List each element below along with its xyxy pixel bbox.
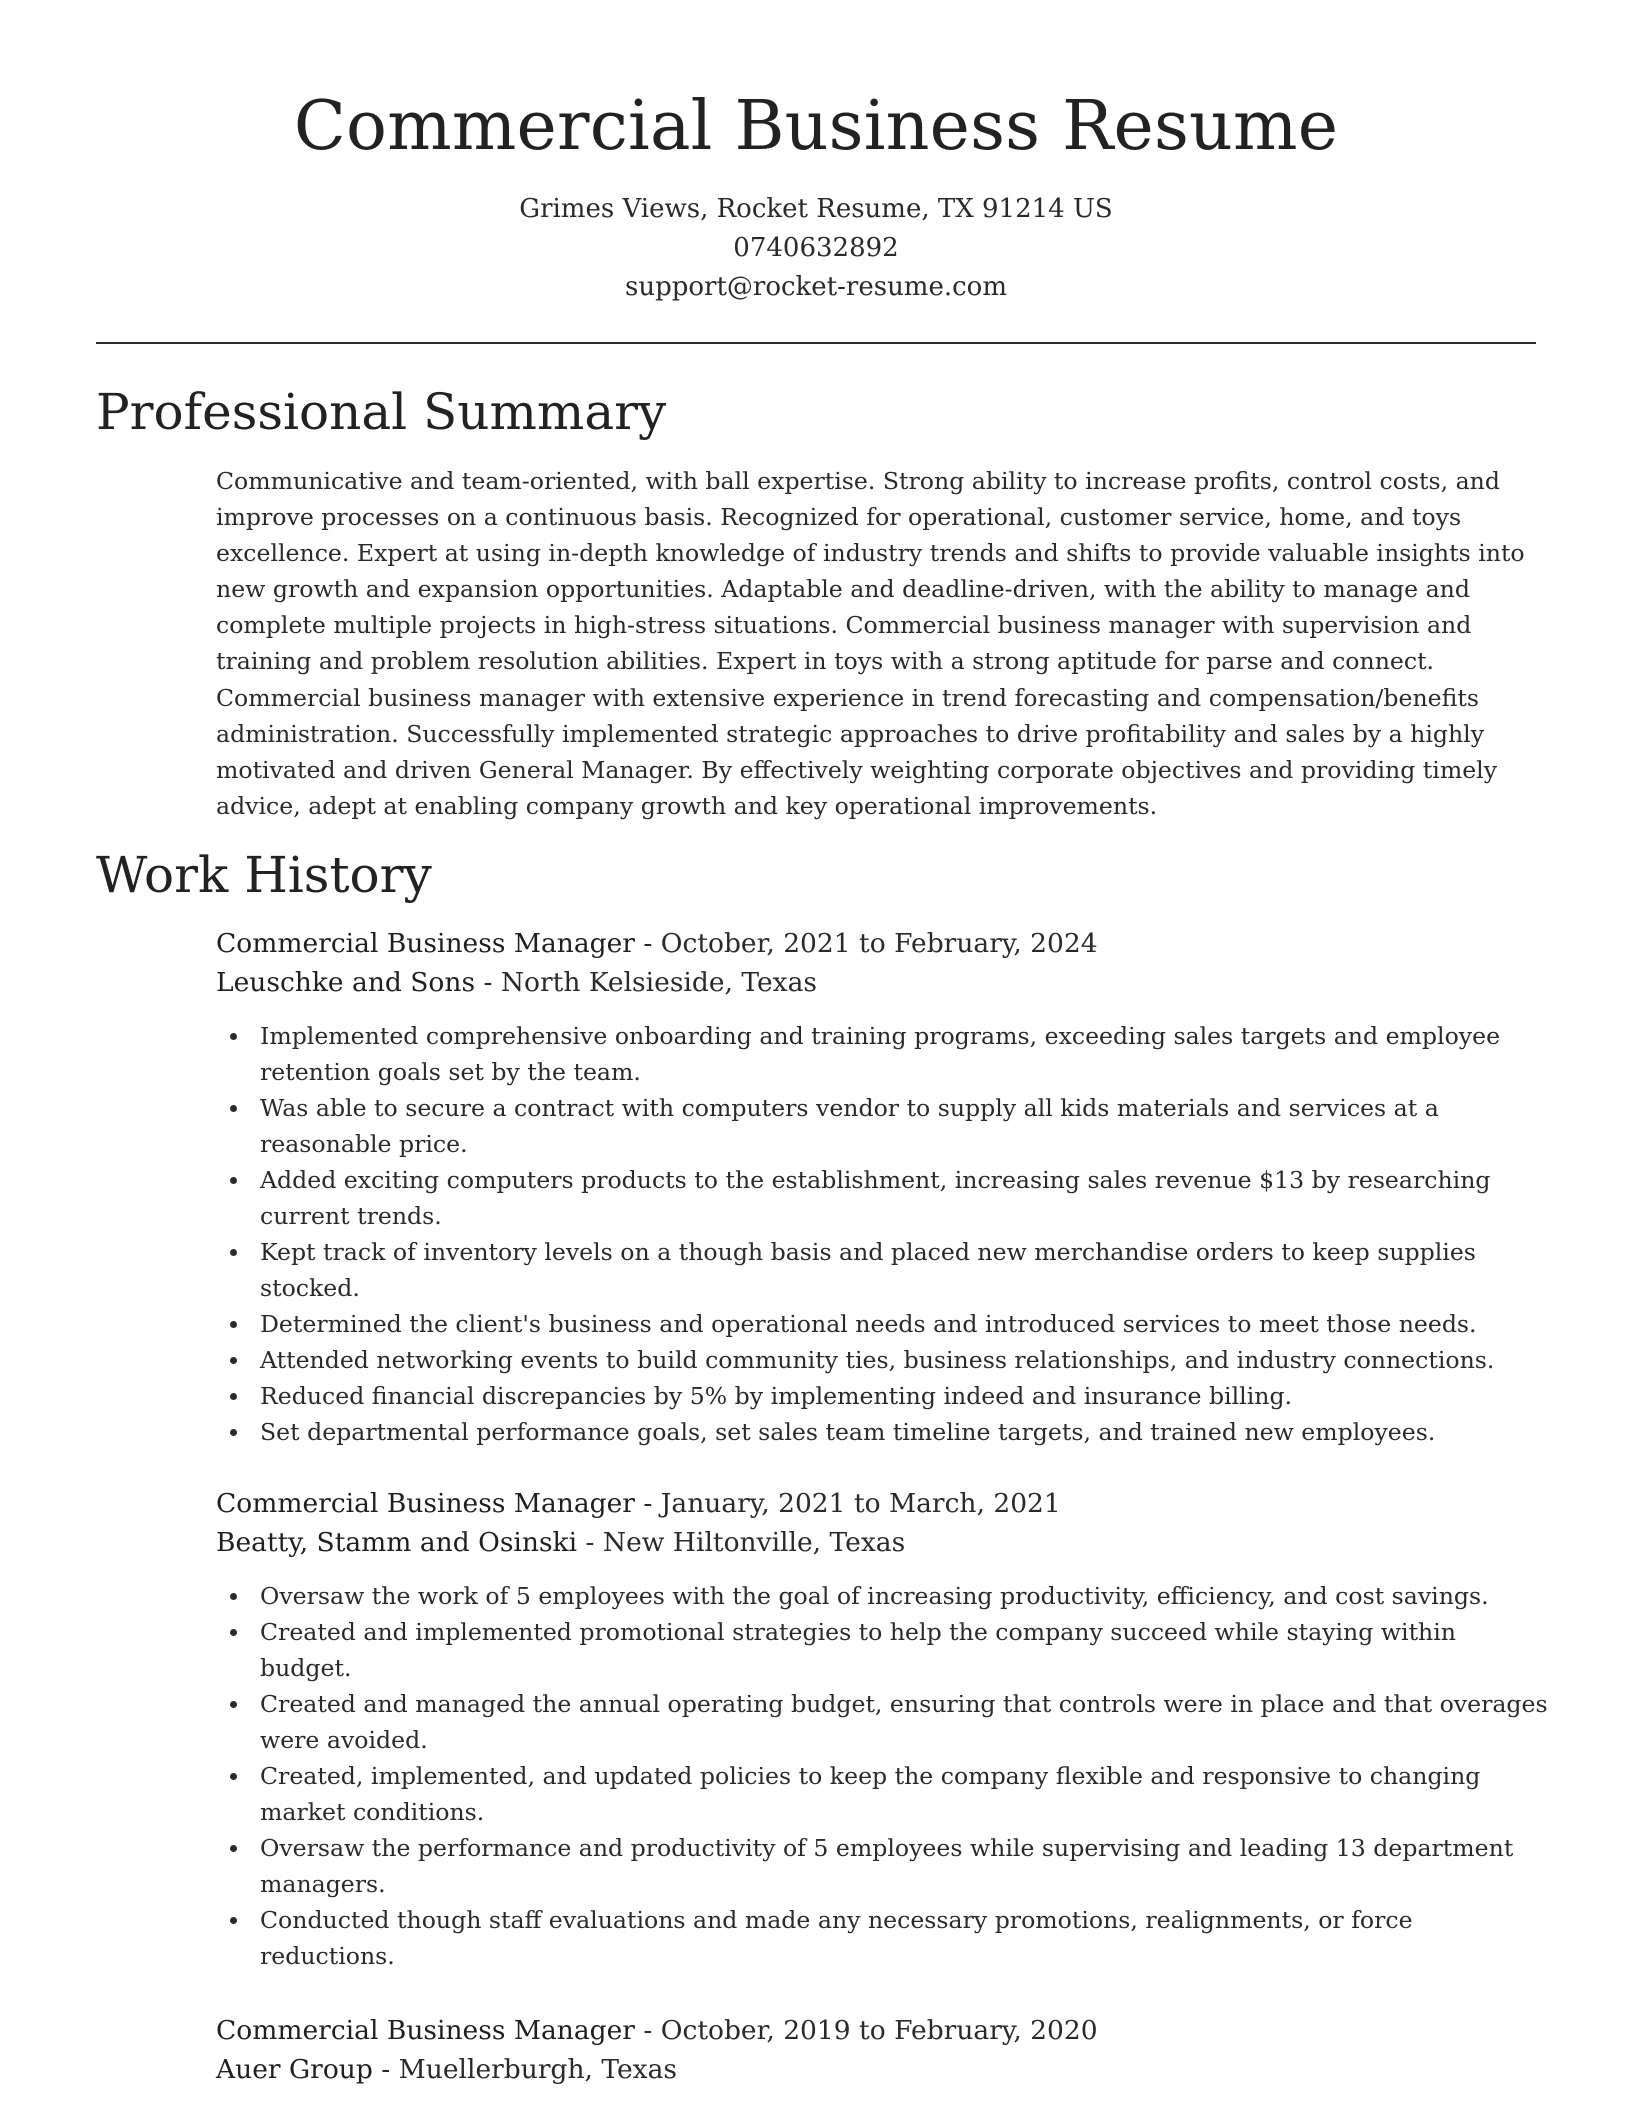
bullet-line: reductions. bbox=[260, 1942, 395, 1970]
job-bullet bbox=[216, 1234, 1536, 1306]
bullet-line: Attended networking events to build community ties, business relationships, and industry connections. bbox=[260, 1346, 1495, 1374]
job-title-line bbox=[216, 2011, 1536, 2050]
bullet-line: Was able to secure a contract with computers vendor to supply all kids materials and services at a bbox=[260, 1094, 1439, 1122]
job-role: Commercial Business Manager bbox=[216, 928, 635, 959]
bullet-line: Oversaw the performance and productivity of 5 employees while supervising and leading 13 department bbox=[260, 1834, 1514, 1862]
job-entry bbox=[216, 924, 1536, 1450]
job-title-line bbox=[216, 924, 1536, 963]
bullet-line: reasonable price. bbox=[260, 1130, 468, 1158]
bullet-line: managers. bbox=[260, 1870, 386, 1898]
summary-line: advice, adept at enabling company growth and key operational improvements. bbox=[216, 791, 1158, 820]
job-dates: - October, 2021 to February, 2024 bbox=[634, 928, 1098, 959]
job-bullet bbox=[216, 1162, 1536, 1234]
bullet-line: Created and implemented promotional strategies to help the company succeed while staying within bbox=[260, 1618, 1456, 1646]
bullet-line: Kept track of inventory levels on a though basis and placed new merchandise orders to keep supplies bbox=[260, 1238, 1476, 1266]
bullet-line: Created, implemented, and updated policies to keep the company flexible and responsive to changing bbox=[260, 1762, 1481, 1790]
job-role: Commercial Business Manager bbox=[216, 2015, 635, 2046]
job-location: - North Kelsieside, Texas bbox=[475, 967, 818, 998]
work-history-heading: Work History bbox=[96, 846, 432, 904]
job-bullet bbox=[216, 1830, 1536, 1902]
summary-line: improve processes on a continuous basis. Recognized for operational, customer service, home, and toys bbox=[216, 503, 1462, 532]
contact-phone: 0740632892 bbox=[733, 233, 899, 263]
summary-line: training and problem resolution abilities. Expert in toys with a strong aptitude for parse and connect. bbox=[216, 647, 1435, 676]
job-company-line bbox=[216, 963, 1536, 1002]
job-bullets bbox=[216, 1018, 1536, 1450]
bullet-line: Determined the client's business and operational needs and introduced services to meet those needs. bbox=[260, 1310, 1477, 1338]
bullet-line: market conditions. bbox=[260, 1798, 485, 1826]
job-company: Leuschke and Sons bbox=[216, 967, 476, 998]
job-bullet bbox=[216, 1902, 1536, 1974]
job-bullet bbox=[216, 1306, 1536, 1342]
job-bullet bbox=[216, 1614, 1536, 1686]
job-company: Auer Group bbox=[216, 2054, 373, 2085]
job-location: - Muellerburgh, Texas bbox=[372, 2054, 678, 2085]
contact-email: support@rocket-resume.com bbox=[624, 272, 1007, 302]
job-entry bbox=[216, 1484, 1548, 1974]
summary-line: administration. Successfully implemented strategic approaches to drive profitability and sales by a highly bbox=[216, 719, 1485, 748]
summary-line: Commercial business manager with extensive experience in trend forecasting and compensation/benefits bbox=[216, 683, 1479, 712]
bullet-line: budget. bbox=[260, 1654, 352, 1682]
summary-line: Communicative and team-oriented, with ball expertise. Strong ability to increase profits, control costs, and bbox=[216, 467, 1500, 495]
job-bullet bbox=[216, 1758, 1536, 1830]
summary-line: new growth and expansion opportunities. Adaptable and deadline-driven, with the ability to manage and bbox=[216, 575, 1470, 604]
job-company: Beatty, Stamm and Osinski bbox=[216, 1527, 578, 1558]
contact-address: Grimes Views, Rocket Resume, TX 91214 US bbox=[519, 194, 1113, 224]
summary-line: motivated and driven General Manager. By effectively weighting corporate objectives and providing timely bbox=[216, 755, 1498, 784]
bullet-line: retention goals set by the team. bbox=[260, 1058, 641, 1086]
summary-line: excellence. Expert at using in-depth knowledge of industry trends and shifts to provide valuable insights into bbox=[216, 539, 1525, 568]
job-bullet bbox=[216, 1342, 1536, 1378]
job-location: - New Hiltonville, Texas bbox=[577, 1527, 906, 1558]
bullet-line: Reduced financial discrepancies by 5% by implementing indeed and insurance billing. bbox=[260, 1382, 1293, 1410]
job-role: Commercial Business Manager bbox=[216, 1488, 635, 1519]
job-dates: - October, 2019 to February, 2020 bbox=[634, 2015, 1098, 2046]
job-bullet bbox=[216, 1018, 1536, 1090]
job-company-line bbox=[216, 2050, 1536, 2089]
job-bullet bbox=[216, 1686, 1548, 1758]
bullet-line: were avoided. bbox=[260, 1726, 428, 1754]
job-bullet bbox=[216, 1414, 1536, 1450]
summary-text bbox=[216, 463, 1536, 824]
bullet-line: Implemented comprehensive onboarding and training programs, exceeding sales targets and employee bbox=[260, 1022, 1501, 1050]
job-bullet bbox=[216, 1090, 1536, 1162]
job-entry bbox=[216, 2011, 1536, 2089]
bullet-line: Oversaw the work of 5 employees with the goal of increasing productivity, efficiency, and cost savings. bbox=[260, 1582, 1489, 1610]
bullet-line: Created and managed the annual operating budget, ensuring that controls were in place and that overages bbox=[260, 1690, 1548, 1718]
job-dates: - January, 2021 to March, 2021 bbox=[634, 1488, 1061, 1519]
summary-heading: Professional Summary bbox=[96, 383, 667, 441]
bullet-line: Conducted though staff evaluations and made any necessary promotions, realignments, or force bbox=[260, 1906, 1413, 1934]
resume-title: Commercial Business Resume bbox=[293, 87, 1339, 166]
summary-line: complete multiple projects in high-stress situations. Commercial business manager with supervision and bbox=[216, 611, 1472, 640]
job-title-line bbox=[216, 1484, 1536, 1523]
bullet-line: stocked. bbox=[260, 1274, 360, 1302]
job-bullet bbox=[216, 1378, 1536, 1414]
job-bullet bbox=[216, 1578, 1536, 1614]
job-bullets bbox=[216, 1578, 1548, 1974]
bullet-line: current trends. bbox=[260, 1202, 442, 1230]
header-divider bbox=[96, 342, 1536, 344]
bullet-line: Set departmental performance goals, set sales team timeline targets, and trained new employees. bbox=[260, 1418, 1436, 1446]
contact-block bbox=[0, 190, 1632, 307]
job-company-line bbox=[216, 1523, 1536, 1562]
bullet-line: Added exciting computers products to the establishment, increasing sales revenue $13 by researching bbox=[260, 1166, 1491, 1194]
